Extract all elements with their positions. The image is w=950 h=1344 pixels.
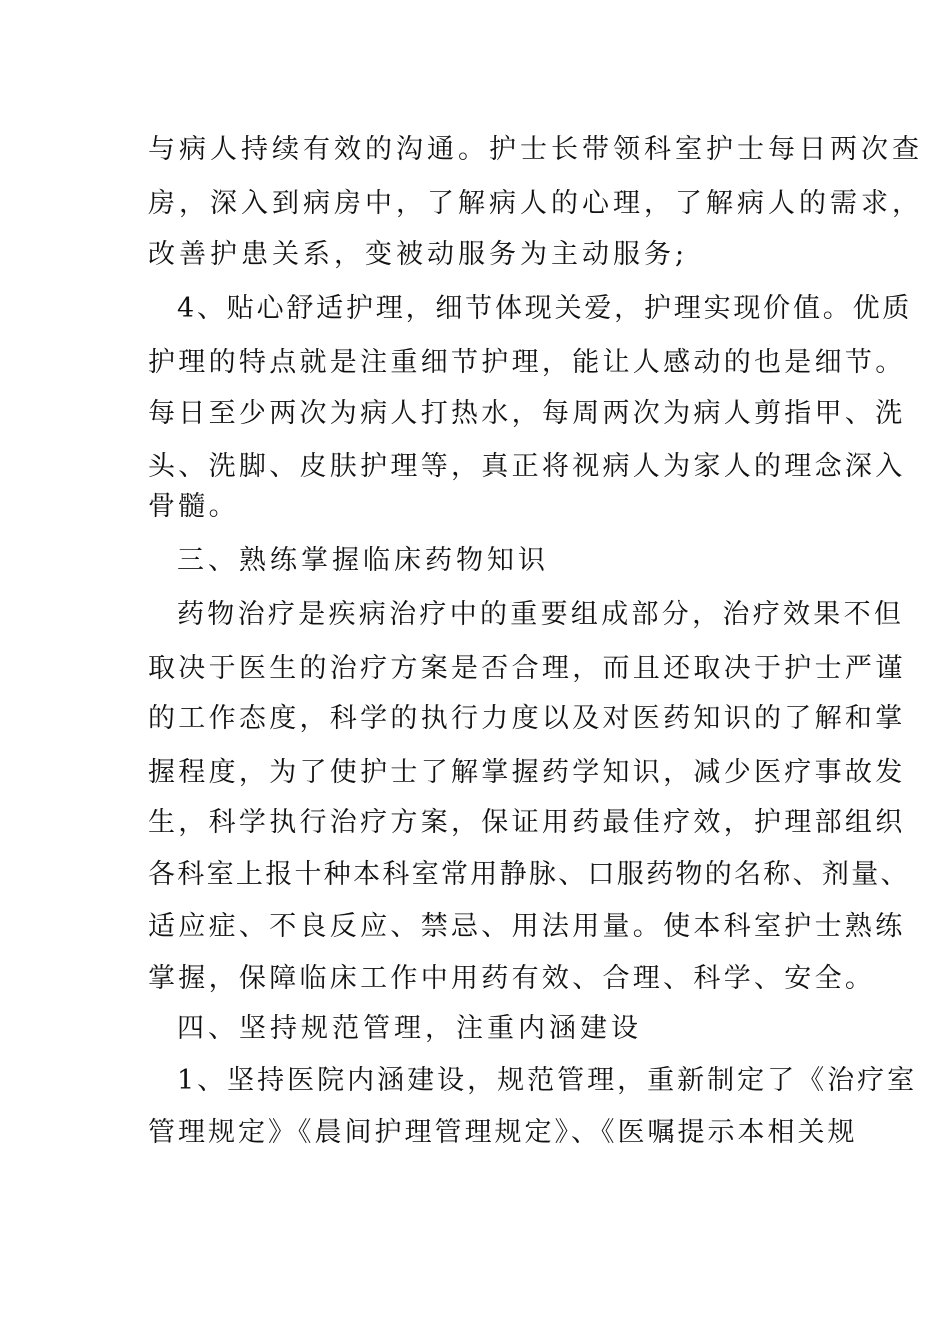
paragraph-line: 改善护患关系，变被动服务为主动服务;	[148, 239, 689, 270]
paragraph-line: 4、贴心舒适护理，细节体现关爱，护理实现价值。优质	[177, 293, 913, 324]
paragraph-line: 掌握，保障临床工作中用药有效、合理、科学、安全。	[148, 963, 876, 994]
paragraph-line: 头、洗脚、皮肤护理等，真正将视病人为家人的理念深入	[148, 451, 906, 482]
paragraph-line: 生，科学执行治疗方案，保证用药最佳疗效，护理部组织	[148, 807, 906, 838]
paragraph-line: 取决于医生的治疗方案是否合理，而且还取决于护士严谨	[148, 653, 906, 684]
paragraph-line: 各科室上报十种本科室常用静脉、口服药物的名称、剂量、	[148, 859, 910, 890]
paragraph-line: 每日至少两次为病人打热水，每周两次为病人剪指甲、洗	[148, 398, 906, 429]
section-heading: 三、熟练掌握临床药物知识	[177, 545, 549, 576]
paragraph-line: 管理规定》《晨间护理管理规定》、《医嘱提示本相关规	[148, 1117, 858, 1148]
paragraph-line: 药物治疗是疾病治疗中的重要组成部分，治疗效果不但	[177, 599, 905, 630]
paragraph-line: 的工作态度，科学的执行力度以及对医药知识的了解和掌	[148, 703, 906, 734]
paragraph-line: 护理的特点就是注重细节护理，能让人感动的也是细节。	[148, 347, 906, 378]
paragraph-line: 骨髓。	[148, 491, 239, 522]
section-heading: 四、坚持规范管理，注重内涵建设	[177, 1013, 642, 1044]
paragraph-line: 房，深入到病房中，了解病人的心理，了解病人的需求，	[148, 188, 923, 219]
paragraph-line: 握程度，为了使护士了解掌握药学知识，减少医疗事故发	[148, 757, 906, 788]
paragraph-line: 1、坚持医院内涵建设，规范管理，重新制定了《治疗室	[177, 1065, 918, 1096]
paragraph-line: 适应症、不良反应、禁忌、用法用量。使本科室护士熟练	[148, 911, 906, 942]
paragraph-line: 与病人持续有效的沟通。护士长带领科室护士每日两次查	[148, 134, 923, 165]
